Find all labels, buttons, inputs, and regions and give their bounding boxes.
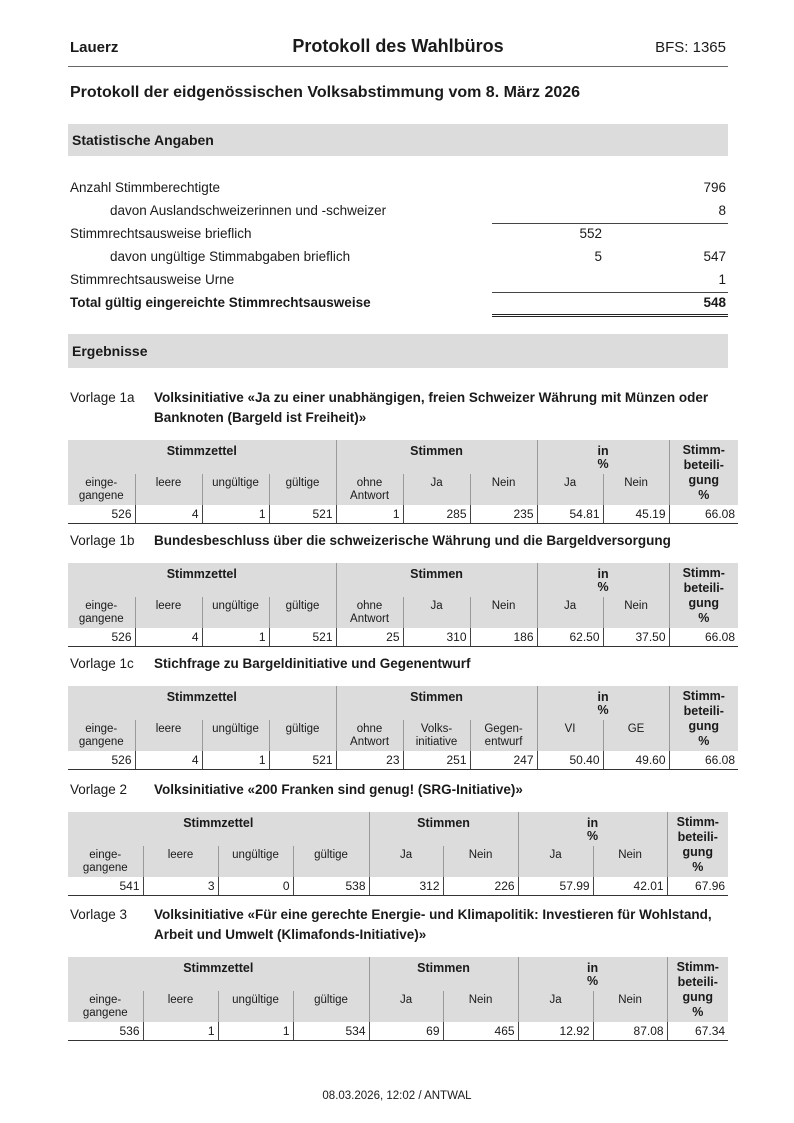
col-header: leere (143, 991, 218, 1022)
stat-label: Stimmrechtsausweise brieflich (70, 226, 252, 241)
col-header: Nein (593, 991, 667, 1022)
group-header-stimmen: Stimmen (336, 563, 537, 597)
vorlage-title: Volksinitiative «200 Franken sind genug! (SRG-Initiative)» (154, 782, 523, 797)
stat-label: davon Auslandschweizerinnen und -schweizer (110, 203, 387, 218)
cell: 23 (336, 751, 403, 770)
col-header: ungültige (202, 597, 269, 628)
vorlage-number: Vorlage 1b (70, 533, 135, 548)
stat-row (68, 178, 728, 201)
stat-value: 796 (703, 180, 726, 195)
vorlage-heading (68, 905, 728, 945)
col-header: Ja (369, 846, 443, 877)
vorlage-heading (68, 654, 728, 674)
cell: 521 (269, 628, 336, 647)
cell: 312 (369, 877, 443, 896)
col-header: Gegen-entwurf (470, 720, 537, 751)
cell: 526 (68, 628, 135, 647)
col-header: Volks-initiative (403, 720, 470, 751)
vorlage-3 (68, 905, 728, 1041)
vorlage-1b (68, 531, 736, 647)
col-header: Ja (537, 597, 603, 628)
vorlage-number: Vorlage 3 (70, 907, 128, 922)
results-table (68, 440, 738, 524)
cell: 50.40 (537, 751, 603, 770)
stat-label: Anzahl Stimmberechtigte (70, 180, 221, 195)
col-header: gültige (293, 991, 369, 1022)
cell: 465 (443, 1022, 518, 1041)
cell: 521 (269, 505, 336, 524)
vorlage-number: Vorlage 1c (70, 656, 134, 671)
col-header: einge-gangene (68, 597, 135, 628)
cell: 54.81 (537, 505, 603, 524)
group-header-percent: in % (518, 812, 667, 846)
cell: 1 (336, 505, 403, 524)
col-header: einge-gangene (68, 991, 143, 1022)
group-header-stimmen: Stimmen (369, 957, 518, 991)
col-header: Nein (593, 846, 667, 877)
cell: 3 (143, 877, 218, 896)
stat-subvalue: 5 (594, 249, 602, 264)
col-header: Nein (443, 846, 518, 877)
group-header-stimmen: Stimmen (369, 812, 518, 846)
col-header: Ja (537, 474, 603, 505)
stat-total-value: 548 (703, 295, 726, 310)
cell: 521 (269, 751, 336, 770)
col-header: ungültige (218, 846, 293, 877)
double-divider (492, 314, 728, 317)
col-header: ungültige (218, 991, 293, 1022)
cell: 69 (369, 1022, 443, 1041)
col-header: einge-gangene (68, 846, 143, 877)
group-header-percent: in % (537, 440, 669, 474)
cell: 4 (135, 505, 202, 524)
cell: 536 (68, 1022, 143, 1041)
cell: 1 (218, 1022, 293, 1041)
group-header-stimmzettel: Stimmzettel (68, 812, 369, 846)
results-table (68, 957, 728, 1041)
cell: 310 (403, 628, 470, 647)
col-header: leere (143, 846, 218, 877)
vorlage-1a (68, 388, 736, 524)
cell: 247 (470, 751, 537, 770)
col-header: GE (603, 720, 669, 751)
cell: 66.08 (669, 628, 738, 647)
cell: 49.60 (603, 751, 669, 770)
cell: 37.50 (603, 628, 669, 647)
stat-total-row (68, 293, 728, 316)
bfs-number: BFS: 1365 (655, 39, 726, 56)
stat-value: 547 (703, 249, 726, 264)
table-row (68, 877, 728, 896)
vorlage-title: Volksinitiative «Für eine gerechte Energie- und Klimapolitik: Investieren für Wohlstand, Arbeit und Umwelt (Klimafonds-Initiative)» (154, 907, 712, 942)
cell: 0 (218, 877, 293, 896)
stat-row (68, 201, 728, 224)
col-header: gültige (269, 720, 336, 751)
stat-value: 1 (718, 272, 726, 287)
table-row (68, 505, 738, 524)
results-table (68, 563, 738, 647)
vorlage-heading (68, 780, 728, 800)
group-header-percent: in % (537, 686, 669, 720)
col-header: gültige (293, 846, 369, 877)
group-header-stimmen: Stimmen (336, 686, 537, 720)
cell: 66.08 (669, 505, 738, 524)
col-header: Nein (443, 991, 518, 1022)
cell: 235 (470, 505, 537, 524)
page-footer: 08.03.2026, 12:02 / ANTWAL (322, 1090, 472, 1102)
cell: 45.19 (603, 505, 669, 524)
results-table (68, 812, 728, 896)
group-header-stimmzettel: Stimmzettel (68, 563, 336, 597)
cell: 1 (143, 1022, 218, 1041)
cell: 226 (443, 877, 518, 896)
col-header: gültige (269, 474, 336, 505)
cell: 57.99 (518, 877, 593, 896)
group-header-percent: in % (518, 957, 667, 991)
vorlage-1c (68, 654, 736, 770)
document-title: Protokoll der eidgenössischen Volksabstimmung vom 8. März 2026 (70, 84, 581, 101)
header-beteiligung: Stimm-beteili-gung % (669, 440, 738, 505)
col-header: ohne Antwort (336, 597, 403, 628)
col-header: leere (135, 597, 202, 628)
cell: 1 (202, 751, 269, 770)
header-title: Protokoll des Wahlbüros (292, 36, 504, 56)
col-header: VI (537, 720, 603, 751)
results-table (68, 686, 738, 770)
cell: 67.34 (667, 1022, 728, 1041)
col-header: gültige (269, 597, 336, 628)
vorlage-heading (68, 388, 728, 428)
col-header: Ja (518, 846, 593, 877)
header-beteiligung: Stimm-beteili-gung % (669, 563, 738, 628)
page-header (68, 36, 728, 67)
cell: 251 (403, 751, 470, 770)
col-header: einge-gangene (68, 474, 135, 505)
section-results-header: Ergebnisse (68, 334, 728, 368)
cell: 186 (470, 628, 537, 647)
cell: 25 (336, 628, 403, 647)
cell: 526 (68, 751, 135, 770)
municipality-name: Lauerz (70, 39, 119, 56)
table-row (68, 628, 738, 647)
cell: 62.50 (537, 628, 603, 647)
cell: 67.96 (667, 877, 728, 896)
vorlage-title: Volksinitiative «Ja zu einer unabhängigen, freien Schweizer Währung mit Münzen oder Banknoten (Bargeld ist Freiheit)» (154, 390, 709, 425)
group-header-percent: in % (537, 563, 669, 597)
col-header: ohne Antwort (336, 474, 403, 505)
section-statistics-header: Statistische Angaben (68, 124, 728, 156)
vorlage-title: Stichfrage zu Bargeldinitiative und Gegenentwurf (154, 656, 471, 671)
vorlage-title: Bundesbeschluss über die schweizerische Währung und die Bargeldversorgung (154, 533, 671, 548)
col-header: Nein (470, 474, 537, 505)
cell: 4 (135, 628, 202, 647)
cell: 1 (202, 505, 269, 524)
table-row (68, 751, 738, 770)
stat-row (68, 247, 728, 270)
stat-total-label: Total gültig eingereichte Stimmrechtsausweise (70, 295, 371, 310)
group-header-stimmen: Stimmen (336, 440, 537, 474)
cell: 538 (293, 877, 369, 896)
header-beteiligung: Stimm-beteili-gung % (669, 686, 738, 751)
header-beteiligung: Stimm-beteili-gung % (667, 812, 728, 877)
cell: 534 (293, 1022, 369, 1041)
col-header: Ja (403, 597, 470, 628)
col-header: Ja (518, 991, 593, 1022)
col-header: einge-gangene (68, 720, 135, 751)
cell: 4 (135, 751, 202, 770)
col-header: ohne Antwort (336, 720, 403, 751)
col-header: leere (135, 474, 202, 505)
cell: 526 (68, 505, 135, 524)
cell: 87.08 (593, 1022, 667, 1041)
col-header: leere (135, 720, 202, 751)
cell: 12.92 (518, 1022, 593, 1041)
cell: 285 (403, 505, 470, 524)
stat-row (68, 270, 728, 293)
col-header: Ja (403, 474, 470, 505)
vorlage-heading (68, 531, 728, 551)
stat-label: davon ungültige Stimmabgaben brieflich (110, 249, 351, 264)
col-header: Nein (470, 597, 537, 628)
col-header: Nein (603, 597, 669, 628)
group-header-stimmzettel: Stimmzettel (68, 686, 336, 720)
header-beteiligung: Stimm-beteili-gung % (667, 957, 728, 1022)
vorlage-2 (68, 780, 728, 896)
col-header: Nein (603, 474, 669, 505)
cell: 42.01 (593, 877, 667, 896)
cell: 1 (202, 628, 269, 647)
cell: 66.08 (669, 751, 738, 770)
stat-row (68, 224, 728, 247)
group-header-stimmzettel: Stimmzettel (68, 957, 369, 991)
statistics-block (68, 178, 728, 316)
col-header: Ja (369, 991, 443, 1022)
stat-label: Stimmrechtsausweise Urne (70, 272, 235, 287)
col-header: ungültige (202, 720, 269, 751)
stat-value: 8 (718, 203, 726, 218)
col-header: ungültige (202, 474, 269, 505)
group-header-stimmzettel: Stimmzettel (68, 440, 336, 474)
table-row (68, 1022, 728, 1041)
cell: 541 (68, 877, 143, 896)
stat-subvalue: 552 (579, 226, 602, 241)
vorlage-number: Vorlage 1a (70, 390, 135, 405)
vorlage-number: Vorlage 2 (70, 782, 128, 797)
